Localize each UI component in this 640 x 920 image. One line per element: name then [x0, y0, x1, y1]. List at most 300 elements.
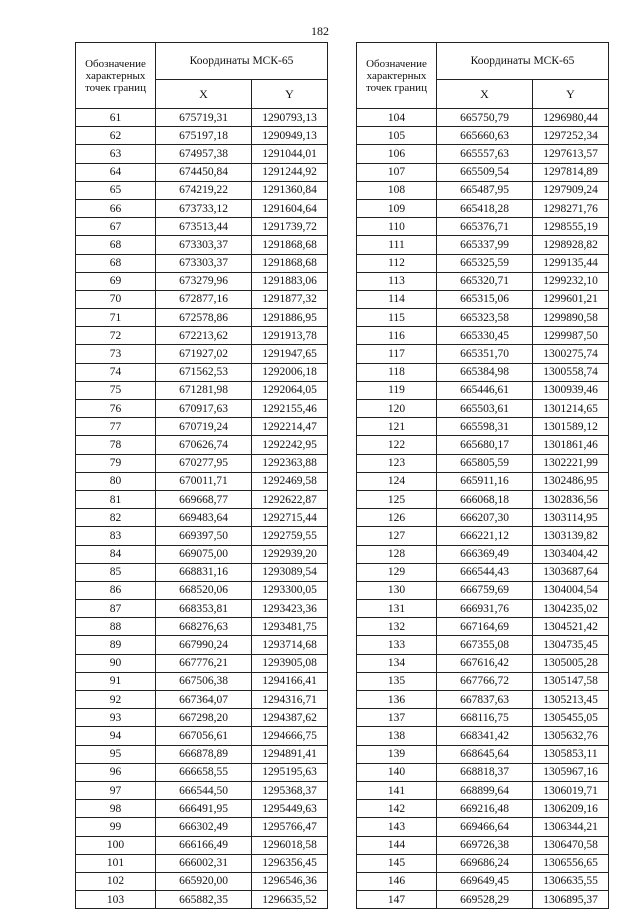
y-coordinate-cell: 1306019,71: [533, 781, 609, 799]
y-coordinate-cell: 1296635,52: [252, 891, 328, 909]
y-coordinate-cell: 1296018,58: [252, 836, 328, 854]
table-row: [357, 472, 609, 490]
point-number-cell: 71: [76, 309, 156, 327]
x-coordinate-cell: 665598,31: [437, 418, 533, 436]
y-header: Y: [252, 80, 328, 109]
point-number-cell: 119: [357, 381, 437, 399]
table-row: [357, 781, 609, 799]
table-row: [357, 581, 609, 599]
point-number-cell: 86: [76, 581, 156, 599]
y-coordinate-cell: 1305853,11: [533, 745, 609, 763]
x-coordinate-cell: 665805,59: [437, 454, 533, 472]
table-row: [76, 381, 328, 399]
point-number-cell: 66: [76, 199, 156, 217]
point-number-cell: 142: [357, 800, 437, 818]
table-row: [357, 872, 609, 890]
y-coordinate-cell: 1292064,05: [252, 381, 328, 399]
x-coordinate-cell: 669668,77: [156, 490, 252, 508]
point-number-cell: 104: [357, 109, 437, 127]
x-coordinate-cell: 669466,64: [437, 818, 533, 836]
point-number-cell: 112: [357, 254, 437, 272]
point-number-cell: 103: [76, 891, 156, 909]
table-row: [76, 327, 328, 345]
table-row: [357, 709, 609, 727]
table-row: [357, 800, 609, 818]
x-coordinate-cell: 667616,42: [437, 654, 533, 672]
table-row: [76, 236, 328, 254]
x-coordinate-cell: 665882,35: [156, 891, 252, 909]
y-coordinate-cell: 1302836,56: [533, 490, 609, 508]
coordinates-header: Координаты МСК-65: [156, 43, 328, 80]
table-row: [76, 163, 328, 181]
table-body: [357, 109, 609, 909]
point-number-cell: 139: [357, 745, 437, 763]
x-coordinate-cell: 668645,64: [437, 745, 533, 763]
x-coordinate-cell: 665323,58: [437, 309, 533, 327]
point-number-cell: 79: [76, 454, 156, 472]
table-row: [357, 290, 609, 308]
point-number-cell: 131: [357, 600, 437, 618]
table-row: [357, 109, 609, 127]
x-coordinate-cell: 666931,76: [437, 600, 533, 618]
point-number-cell: 90: [76, 654, 156, 672]
x-coordinate-cell: 674957,38: [156, 145, 252, 163]
point-number-cell: 111: [357, 236, 437, 254]
table-row: [76, 800, 328, 818]
x-coordinate-cell: 673303,37: [156, 254, 252, 272]
point-number-cell: 125: [357, 490, 437, 508]
x-coordinate-cell: 667056,61: [156, 727, 252, 745]
point-number-cell: 89: [76, 636, 156, 654]
y-coordinate-cell: 1301214,65: [533, 400, 609, 418]
x-coordinate-cell: 671562,53: [156, 363, 252, 381]
point-number-cell: 70: [76, 290, 156, 308]
table-row: [76, 363, 328, 381]
x-coordinate-cell: 674219,22: [156, 181, 252, 199]
table-row: [76, 199, 328, 217]
table-row: [357, 272, 609, 290]
point-number-cell: 117: [357, 345, 437, 363]
point-number-cell: 102: [76, 872, 156, 890]
point-number-cell: 130: [357, 581, 437, 599]
x-coordinate-cell: 668818,37: [437, 763, 533, 781]
x-coordinate-cell: 671927,02: [156, 345, 252, 363]
y-coordinate-cell: 1300939,46: [533, 381, 609, 399]
table-row: [76, 836, 328, 854]
y-coordinate-cell: 1301589,12: [533, 418, 609, 436]
table-row: [76, 509, 328, 527]
y-coordinate-cell: 1293300,05: [252, 581, 328, 599]
table-row: [357, 381, 609, 399]
table-row: [76, 472, 328, 490]
y-coordinate-cell: 1299232,10: [533, 272, 609, 290]
y-coordinate-cell: 1306344,21: [533, 818, 609, 836]
table-row: [357, 163, 609, 181]
y-coordinate-cell: 1306209,16: [533, 800, 609, 818]
point-number-cell: 68: [76, 236, 156, 254]
y-coordinate-cell: 1292939,20: [252, 545, 328, 563]
point-designation-header: Обозначение характерных точек границ: [357, 43, 437, 109]
table-row: [76, 891, 328, 909]
point-number-cell: 88: [76, 618, 156, 636]
table-row: [357, 236, 609, 254]
point-number-cell: 124: [357, 472, 437, 490]
y-coordinate-cell: 1291360,84: [252, 181, 328, 199]
x-coordinate-cell: 665325,59: [437, 254, 533, 272]
y-coordinate-cell: 1292363,88: [252, 454, 328, 472]
point-number-cell: 126: [357, 509, 437, 527]
y-coordinate-cell: 1306556,65: [533, 854, 609, 872]
table-row: [76, 345, 328, 363]
x-coordinate-cell: 666658,55: [156, 763, 252, 781]
x-coordinate-cell: 665315,06: [437, 290, 533, 308]
point-number-cell: 107: [357, 163, 437, 181]
y-coordinate-cell: 1303114,95: [533, 509, 609, 527]
x-coordinate-cell: 667355,08: [437, 636, 533, 654]
x-coordinate-cell: 665920,00: [156, 872, 252, 890]
point-number-cell: 115: [357, 309, 437, 327]
x-coordinate-cell: 665418,28: [437, 199, 533, 217]
point-number-cell: 82: [76, 509, 156, 527]
table-row: [357, 600, 609, 618]
x-coordinate-cell: 666544,50: [156, 781, 252, 799]
x-coordinate-cell: 671281,98: [156, 381, 252, 399]
y-coordinate-cell: 1301861,46: [533, 436, 609, 454]
y-coordinate-cell: 1302221,99: [533, 454, 609, 472]
point-number-cell: 118: [357, 363, 437, 381]
x-coordinate-cell: 667766,72: [437, 672, 533, 690]
y-coordinate-cell: 1291739,72: [252, 218, 328, 236]
point-number-cell: 81: [76, 490, 156, 508]
y-coordinate-cell: 1295368,37: [252, 781, 328, 799]
y-coordinate-cell: 1299890,58: [533, 309, 609, 327]
table-row: [76, 636, 328, 654]
y-coordinate-cell: 1295195,63: [252, 763, 328, 781]
point-number-cell: 140: [357, 763, 437, 781]
y-coordinate-cell: 1299135,44: [533, 254, 609, 272]
x-coordinate-cell: 667990,24: [156, 636, 252, 654]
x-coordinate-cell: 665337,99: [437, 236, 533, 254]
table-row: [357, 345, 609, 363]
point-number-cell: 129: [357, 563, 437, 581]
table-row: [357, 854, 609, 872]
y-coordinate-cell: 1294387,62: [252, 709, 328, 727]
table-row: [357, 400, 609, 418]
table-row: [76, 109, 328, 127]
table-row: [76, 781, 328, 799]
table-row: [357, 509, 609, 527]
y-coordinate-cell: 1290793,13: [252, 109, 328, 127]
point-number-cell: 128: [357, 545, 437, 563]
point-number-cell: 74: [76, 363, 156, 381]
y-coordinate-cell: 1292006,18: [252, 363, 328, 381]
x-coordinate-cell: 669726,38: [437, 836, 533, 854]
x-coordinate-cell: 667364,07: [156, 691, 252, 709]
point-number-cell: 77: [76, 418, 156, 436]
y-coordinate-cell: 1298555,19: [533, 218, 609, 236]
table-row: [357, 672, 609, 690]
y-coordinate-cell: 1298271,76: [533, 199, 609, 217]
x-coordinate-cell: 675197,18: [156, 127, 252, 145]
y-coordinate-cell: 1294166,41: [252, 672, 328, 690]
y-coordinate-cell: 1291883,06: [252, 272, 328, 290]
x-coordinate-cell: 670917,63: [156, 400, 252, 418]
point-number-cell: 147: [357, 891, 437, 909]
x-header: X: [156, 80, 252, 109]
point-number-cell: 67: [76, 218, 156, 236]
point-number-cell: 105: [357, 127, 437, 145]
point-number-cell: 134: [357, 654, 437, 672]
x-coordinate-cell: 670719,24: [156, 418, 252, 436]
y-coordinate-cell: 1291604,64: [252, 199, 328, 217]
y-coordinate-cell: 1296356,45: [252, 854, 328, 872]
x-coordinate-cell: 665750,79: [437, 109, 533, 127]
point-number-cell: 108: [357, 181, 437, 199]
y-coordinate-cell: 1294316,71: [252, 691, 328, 709]
y-coordinate-cell: 1299601,21: [533, 290, 609, 308]
table-row: [357, 454, 609, 472]
table-row: [357, 691, 609, 709]
y-coordinate-cell: 1292469,58: [252, 472, 328, 490]
x-coordinate-cell: 668831,16: [156, 563, 252, 581]
x-coordinate-cell: 666002,31: [156, 854, 252, 872]
point-number-cell: 114: [357, 290, 437, 308]
point-number-cell: 143: [357, 818, 437, 836]
x-coordinate-cell: 665446,61: [437, 381, 533, 399]
y-coordinate-cell: 1305213,45: [533, 691, 609, 709]
table-row: [76, 709, 328, 727]
point-number-cell: 123: [357, 454, 437, 472]
y-coordinate-cell: 1306635,55: [533, 872, 609, 890]
y-coordinate-cell: 1296546,36: [252, 872, 328, 890]
x-coordinate-cell: 673279,96: [156, 272, 252, 290]
x-coordinate-cell: 669528,29: [437, 891, 533, 909]
table-row: [76, 127, 328, 145]
y-coordinate-cell: 1305147,58: [533, 672, 609, 690]
table-row: [76, 545, 328, 563]
y-coordinate-cell: 1291947,65: [252, 345, 328, 363]
x-coordinate-cell: 667164,69: [437, 618, 533, 636]
y-coordinate-cell: 1304004,54: [533, 581, 609, 599]
point-number-cell: 78: [76, 436, 156, 454]
x-coordinate-cell: 665911,16: [437, 472, 533, 490]
y-coordinate-cell: 1305632,76: [533, 727, 609, 745]
y-coordinate-cell: 1295449,63: [252, 800, 328, 818]
x-coordinate-cell: 666302,49: [156, 818, 252, 836]
x-coordinate-cell: 666221,12: [437, 527, 533, 545]
x-coordinate-cell: 666207,30: [437, 509, 533, 527]
y-coordinate-cell: 1291044,01: [252, 145, 328, 163]
x-coordinate-cell: 666068,18: [437, 490, 533, 508]
x-coordinate-cell: 665351,70: [437, 345, 533, 363]
y-coordinate-cell: 1292242,95: [252, 436, 328, 454]
x-coordinate-cell: 670011,71: [156, 472, 252, 490]
table-row: [76, 418, 328, 436]
point-number-cell: 146: [357, 872, 437, 890]
point-number-cell: 121: [357, 418, 437, 436]
point-number-cell: 144: [357, 836, 437, 854]
y-coordinate-cell: 1293714,68: [252, 636, 328, 654]
y-coordinate-cell: 1300275,74: [533, 345, 609, 363]
point-number-cell: 138: [357, 727, 437, 745]
y-coordinate-cell: 1291244,92: [252, 163, 328, 181]
point-number-cell: 106: [357, 145, 437, 163]
x-coordinate-cell: 665384,98: [437, 363, 533, 381]
x-coordinate-cell: 666369,49: [437, 545, 533, 563]
point-number-cell: 135: [357, 672, 437, 690]
point-number-cell: 97: [76, 781, 156, 799]
table-row: [357, 745, 609, 763]
table-body: [76, 109, 328, 909]
table-row: [357, 490, 609, 508]
y-coordinate-cell: 1304735,45: [533, 636, 609, 654]
y-coordinate-cell: 1305005,28: [533, 654, 609, 672]
table-row: [76, 818, 328, 836]
y-coordinate-cell: 1306895,37: [533, 891, 609, 909]
point-number-cell: 99: [76, 818, 156, 836]
coordinates-table-right: [356, 42, 609, 909]
point-number-cell: 141: [357, 781, 437, 799]
x-coordinate-cell: 669483,64: [156, 509, 252, 527]
table-row: [76, 309, 328, 327]
table-row: [357, 527, 609, 545]
table-row: [357, 199, 609, 217]
table-row: [76, 145, 328, 163]
x-coordinate-cell: 665376,71: [437, 218, 533, 236]
point-number-cell: 94: [76, 727, 156, 745]
table-row: [76, 854, 328, 872]
y-coordinate-cell: 1304235,02: [533, 600, 609, 618]
table-row: [357, 763, 609, 781]
table-row: [76, 727, 328, 745]
table-row: [76, 454, 328, 472]
x-coordinate-cell: 665330,45: [437, 327, 533, 345]
table-row: [76, 218, 328, 236]
table-row: [76, 654, 328, 672]
y-coordinate-cell: 1297909,24: [533, 181, 609, 199]
x-coordinate-cell: 667837,63: [437, 691, 533, 709]
table-row: [357, 545, 609, 563]
x-coordinate-cell: 672213,62: [156, 327, 252, 345]
point-number-cell: 61: [76, 109, 156, 127]
point-number-cell: 84: [76, 545, 156, 563]
point-number-cell: 110: [357, 218, 437, 236]
table-row: [76, 581, 328, 599]
x-coordinate-cell: 666166,49: [156, 836, 252, 854]
table-row: [76, 400, 328, 418]
y-coordinate-cell: 1295766,47: [252, 818, 328, 836]
coordinates-table-left: [75, 42, 328, 909]
point-number-cell: 62: [76, 127, 156, 145]
x-coordinate-cell: 666759,69: [437, 581, 533, 599]
x-coordinate-cell: 665680,17: [437, 436, 533, 454]
y-coordinate-cell: 1293423,36: [252, 600, 328, 618]
table-row: [357, 254, 609, 272]
point-number-cell: 93: [76, 709, 156, 727]
y-coordinate-cell: 1292715,44: [252, 509, 328, 527]
y-coordinate-cell: 1297814,89: [533, 163, 609, 181]
point-number-cell: 101: [76, 854, 156, 872]
table-row: [76, 272, 328, 290]
y-coordinate-cell: 1294891,41: [252, 745, 328, 763]
point-number-cell: 83: [76, 527, 156, 545]
x-coordinate-cell: 665503,61: [437, 400, 533, 418]
y-coordinate-cell: 1292214,47: [252, 418, 328, 436]
y-coordinate-cell: 1296980,44: [533, 109, 609, 127]
point-number-cell: 132: [357, 618, 437, 636]
point-number-cell: 73: [76, 345, 156, 363]
table-row: [357, 327, 609, 345]
x-coordinate-cell: 666544,43: [437, 563, 533, 581]
x-coordinate-cell: 666491,95: [156, 800, 252, 818]
x-coordinate-cell: 673303,37: [156, 236, 252, 254]
table-row: [357, 363, 609, 381]
coordinates-header: Координаты МСК-65: [437, 43, 609, 80]
y-coordinate-cell: 1302486,95: [533, 472, 609, 490]
y-coordinate-cell: 1291868,68: [252, 254, 328, 272]
x-coordinate-cell: 672877,16: [156, 290, 252, 308]
y-coordinate-cell: 1305967,16: [533, 763, 609, 781]
table-row: [76, 672, 328, 690]
x-coordinate-cell: 665320,71: [437, 272, 533, 290]
table-row: [357, 127, 609, 145]
y-coordinate-cell: 1290949,13: [252, 127, 328, 145]
x-coordinate-cell: 668341,42: [437, 727, 533, 745]
y-coordinate-cell: 1303404,42: [533, 545, 609, 563]
point-number-cell: 136: [357, 691, 437, 709]
y-coordinate-cell: 1303139,82: [533, 527, 609, 545]
x-coordinate-cell: 665557,63: [437, 145, 533, 163]
table-row: [357, 563, 609, 581]
table-row: [76, 745, 328, 763]
point-number-cell: 100: [76, 836, 156, 854]
x-coordinate-cell: 668520,06: [156, 581, 252, 599]
y-coordinate-cell: 1304521,42: [533, 618, 609, 636]
table-row: [76, 290, 328, 308]
table-row: [76, 691, 328, 709]
x-coordinate-cell: 668899,64: [437, 781, 533, 799]
y-coordinate-cell: 1292622,87: [252, 490, 328, 508]
x-coordinate-cell: 670626,74: [156, 436, 252, 454]
x-coordinate-cell: 670277,95: [156, 454, 252, 472]
point-number-cell: 85: [76, 563, 156, 581]
table-row: [357, 218, 609, 236]
point-number-cell: 113: [357, 272, 437, 290]
point-number-cell: 109: [357, 199, 437, 217]
point-number-cell: 87: [76, 600, 156, 618]
y-coordinate-cell: 1293905,08: [252, 654, 328, 672]
x-coordinate-cell: 669075,00: [156, 545, 252, 563]
point-number-cell: 68: [76, 254, 156, 272]
y-coordinate-cell: 1305455,05: [533, 709, 609, 727]
y-coordinate-cell: 1298928,82: [533, 236, 609, 254]
table-row: [357, 727, 609, 745]
table-row: [76, 763, 328, 781]
table-row: [357, 436, 609, 454]
x-coordinate-cell: 668353,81: [156, 600, 252, 618]
y-coordinate-cell: 1291886,95: [252, 309, 328, 327]
y-coordinate-cell: 1291877,32: [252, 290, 328, 308]
x-header: X: [437, 80, 533, 109]
table-row: [357, 418, 609, 436]
point-number-cell: 116: [357, 327, 437, 345]
table-row: [76, 563, 328, 581]
x-coordinate-cell: 673513,44: [156, 218, 252, 236]
page-number: 182: [311, 24, 329, 38]
x-coordinate-cell: 668276,63: [156, 618, 252, 636]
point-number-cell: 72: [76, 327, 156, 345]
x-coordinate-cell: 672578,86: [156, 309, 252, 327]
